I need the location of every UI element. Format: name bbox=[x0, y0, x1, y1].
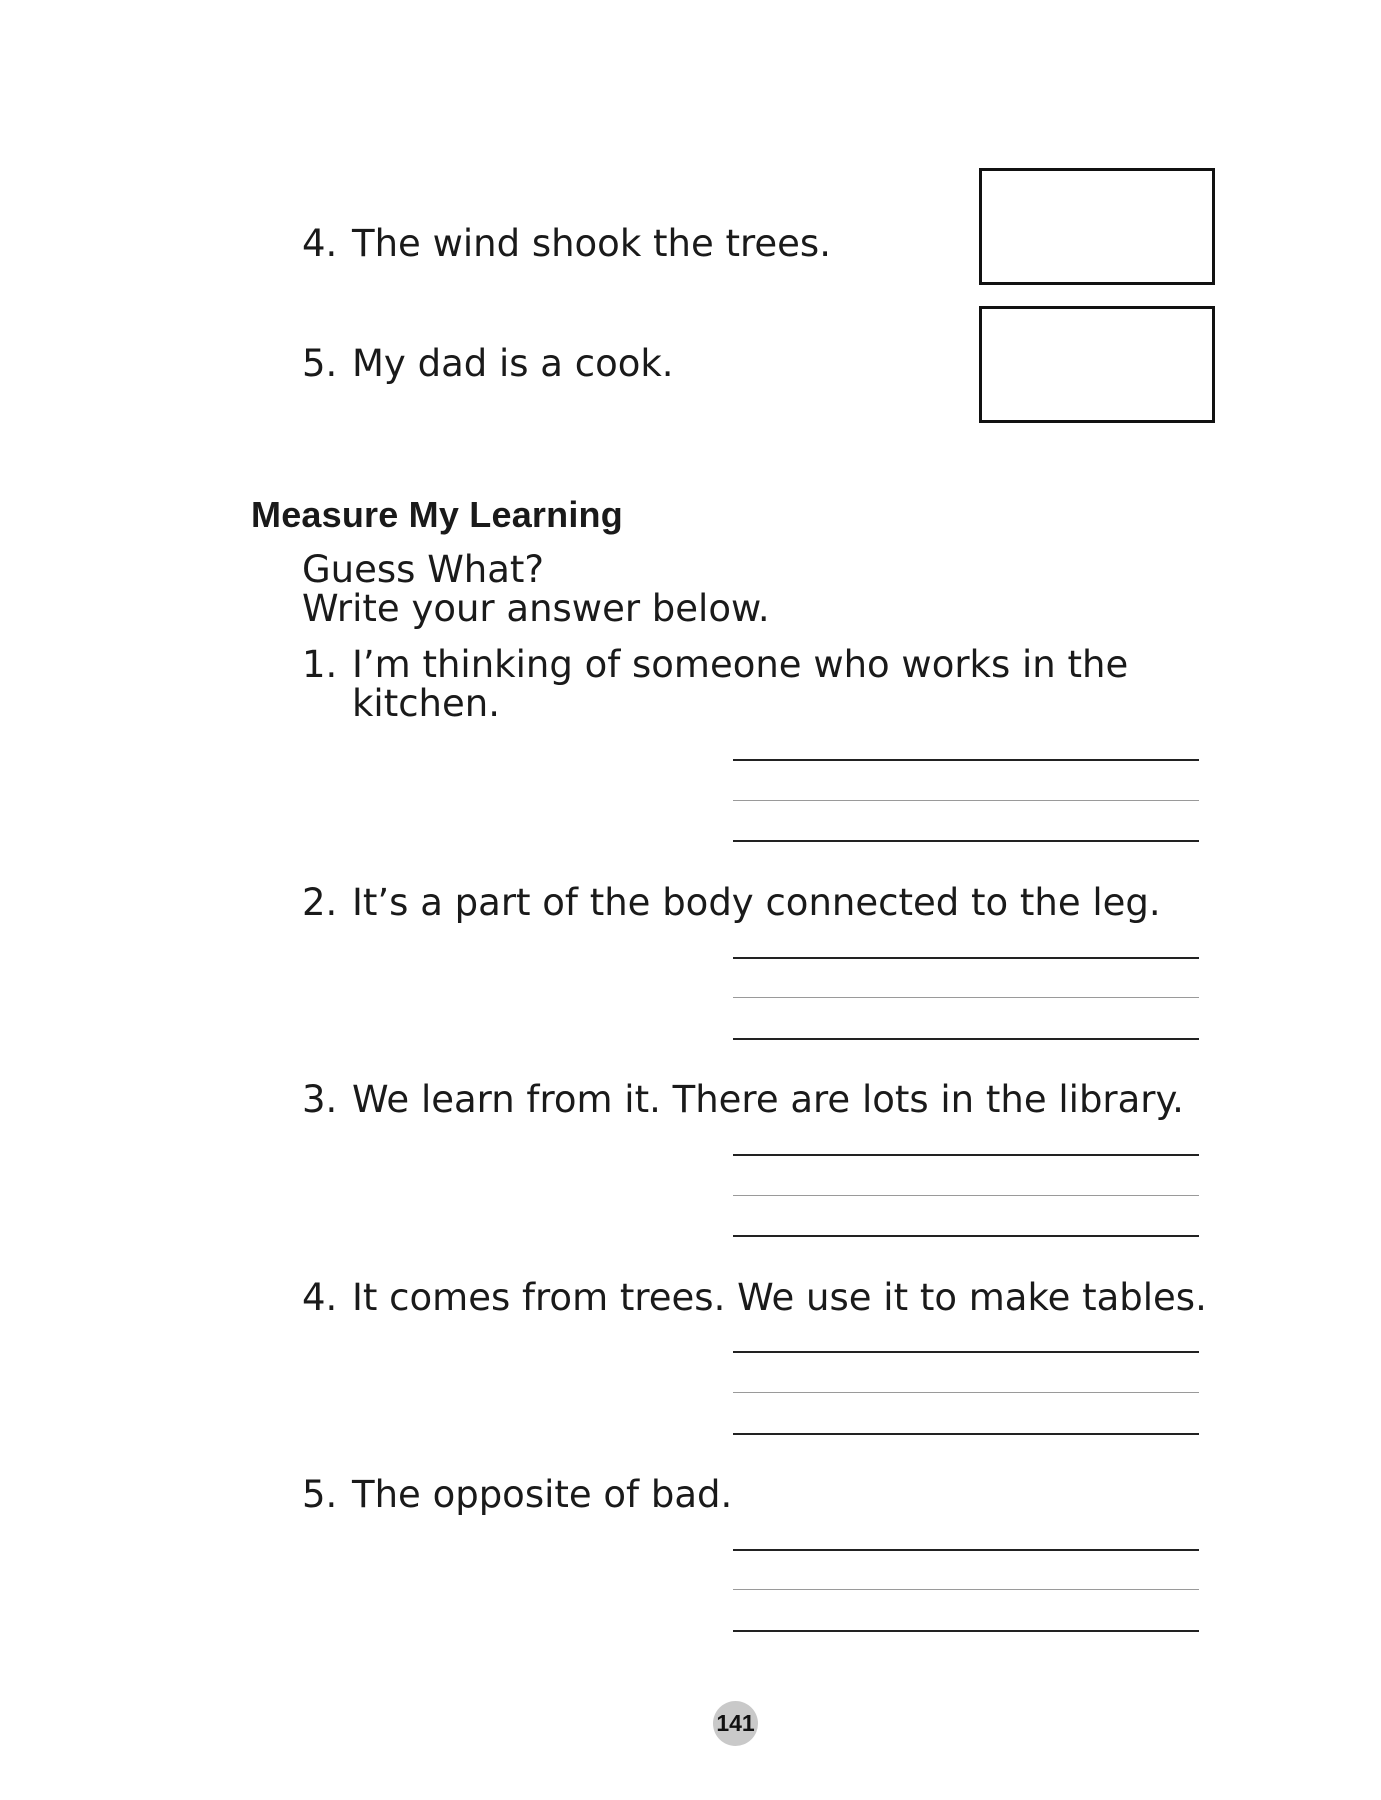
instruction-text: Write your answer below. bbox=[302, 587, 770, 630]
intro-text: Guess What? bbox=[302, 548, 545, 591]
guide-line bbox=[733, 800, 1199, 801]
answer-line[interactable] bbox=[733, 1630, 1199, 1632]
answer-line[interactable] bbox=[733, 1154, 1199, 1156]
answer-box[interactable] bbox=[979, 306, 1215, 423]
answer-line[interactable] bbox=[733, 1433, 1199, 1435]
section-title: Measure My Learning bbox=[251, 494, 623, 535]
question-text: I’m thinking of someone who works in the bbox=[352, 643, 1129, 686]
question-text: We learn from it. There are lots in the library. bbox=[352, 1078, 1184, 1121]
item-number: 4. bbox=[302, 222, 338, 265]
answer-box[interactable] bbox=[979, 168, 1215, 285]
answer-line[interactable] bbox=[733, 1351, 1199, 1353]
question-number: 1. bbox=[302, 643, 338, 686]
question-text: The opposite of bad. bbox=[352, 1473, 733, 1516]
answer-line[interactable] bbox=[733, 840, 1199, 842]
answer-line[interactable] bbox=[733, 1235, 1199, 1237]
item-number: 5. bbox=[302, 342, 338, 385]
guide-line bbox=[733, 997, 1199, 998]
question-number: 4. bbox=[302, 1276, 338, 1319]
answer-line[interactable] bbox=[733, 1038, 1199, 1040]
question-text-continued: kitchen. bbox=[352, 682, 500, 725]
question-number: 2. bbox=[302, 881, 338, 924]
question-number: 3. bbox=[302, 1078, 338, 1121]
guide-line bbox=[733, 1392, 1199, 1393]
answer-line[interactable] bbox=[733, 957, 1199, 959]
question-text: It’s a part of the body connected to the leg. bbox=[352, 881, 1161, 924]
item-text: The wind shook the trees. bbox=[352, 222, 831, 265]
answer-line[interactable] bbox=[733, 1549, 1199, 1551]
answer-line[interactable] bbox=[733, 759, 1199, 761]
question-number: 5. bbox=[302, 1473, 338, 1516]
item-text: My dad is a cook. bbox=[352, 342, 674, 385]
page-number: 141 bbox=[713, 1701, 758, 1746]
question-text: It comes from trees. We use it to make tables. bbox=[352, 1276, 1207, 1319]
guide-line bbox=[733, 1589, 1199, 1590]
guide-line bbox=[733, 1195, 1199, 1196]
